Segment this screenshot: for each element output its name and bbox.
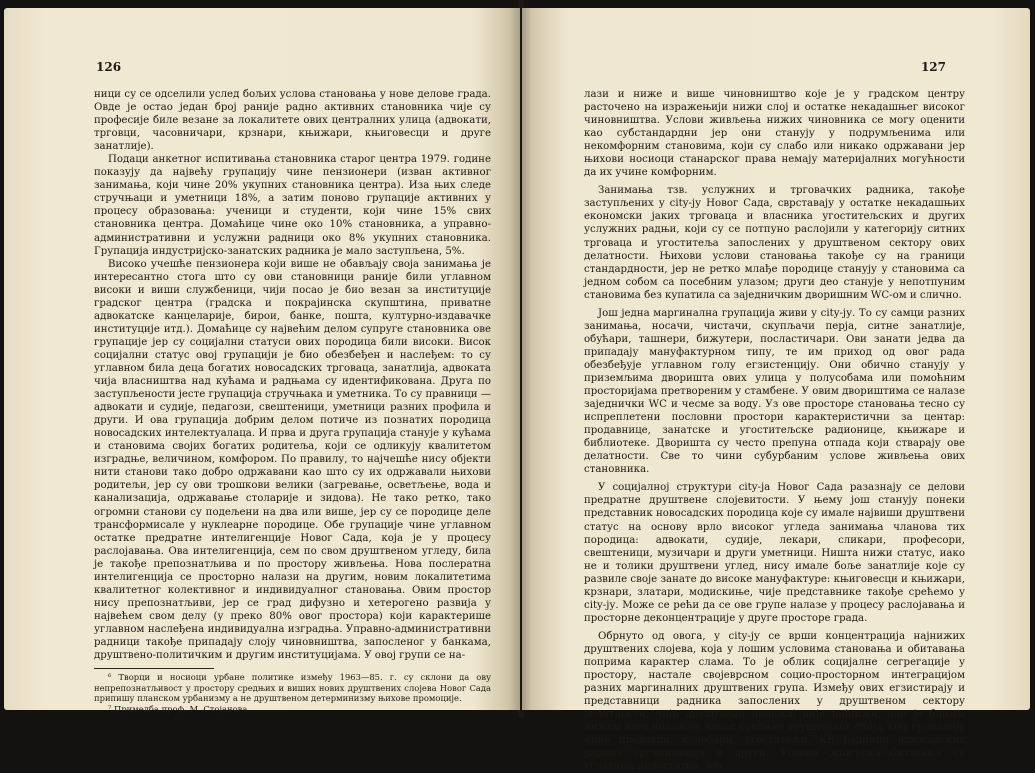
paragraph: У социјалној структури city-ја Новог Сада разазнају се делови предратне друштвене слојевитости. У њему још станују понеки представник новосадских породица које су имале највиши друштвени статус на основу врло високог угледа занимања чланова тих породица: адвокати, судије, лекари, сликари, професори, свештеници, музичари и други уметници. Ништа нижи статус, иако не и толики друштвени углед, нису имале боље занатлије које су развиле своје занате до високе мануфактуре: књиговесци и књижари, крзнари, златари, модискиње, чије представнике такође срећемо у city-ју. Може се рећи да се ове групе налазе у процесу раслојавања и просторне деконцентрације у друге просторе града. [584,482,965,624]
paragraph: Још једна маргинална групација живи у city-ју. То су самци разних занимања, носачи, чистачи, скупљачи перја, ситне занатлије, обућари, ташнери, бижутери, посластичари. Ови занати једва да припадају мануфактурном типу, те им приход од овог рада обезбеђује углавном голу егзистенцију. Они обично станују у приземљима дворишта ових улица у полусобама или помоћним просторијама претвореним у стамбене. У овим двориштима се налазе заједнички WC и чесме за воду. Уз ове просторе становања тесно су испреплетени пословни простори карактеристични за центар: продавнице, занатске и угоститељске радионице, књижаре и библиотеке. Дворишта су често препуна отпада који стварају ове делатности. Све то чини субурбаним услове живљења ових становника. [584,307,965,476]
paragraph: ници су се одселили услед бољих услова становања у нове делове града. Овде је остао један број раније радно активних становника чије су професије биле везане за локалитете ових централних улица (адвокати, трговци, часовничари, крзнари, књижари, књиговесци и друге занатлије). [94,89,491,153]
paragraph: лази и ниже и више чиновништво које је у градском центру расточено на изражењији нижи слој и остатке некадашњег високог чиновништва. Услови живљења нижих чиновника се могу оценити као субстандардни јер они станују у подрумљенима или некомфорним становима, који су слабо или никако одржавани јер њихови носиоци станарског права немају материјалних могућности да их учине комфорним. [584,89,965,179]
paragraph: Обрнуто од овога, у city-ју се врши концентрација најнижих друштвених слојева, која у лошим условима становања и обитавања поприма карактер слама. То је облик социјалне сегрегације у простору, настале својеврсном социо-просторном интеграцијом разних маргиналних друштвених група. Између ових егзистирају и представници радника запослених у друштвеном сектору делатности, чији друштвени положај није најнижи, али је ближи нижем него положају неког средњег друштвеног слоја. Ову групацију чине продавци, конобари, угоститељи, КВ радници новосадских радних организација и други. Услови живљења-обитавања су углавном недостатни, јер [584,630,965,773]
paragraph: Занимања тзв. услужних и трговачких радника, такође заступљених у city-ју Новог Сада, сврставају у остатке некадашњих економски јаких трговаца и власника угоститељских и других услужних радњи, који су се потпуно раслојили у категорију ситних трговаца и угоститеља запослених у друштвеном сектору ових делатности. Њихови услови становања такође су на граници стандардности, јер не ретко млађе породице станују у становима са једном собом са посебним улазом; други део станује у непотпуним становима без купатила са заједничким дворишним WC-ом и слично. [584,185,965,301]
page-number: 127 [920,60,946,74]
right-page [522,8,1030,773]
right-page-body [584,88,965,773]
footnote-rule [94,668,214,669]
left-page [4,8,520,714]
paragraph: Подаци анкетног испитивања становника старог центра 1979. године показују да највећу групацију чине пензионери (изван активног занимања, који чине 20% укупних становника центра). Иза њих следе стручњаци и уметници 18%, а затим поново групације активних у процесу образовања: ученици и студенти, који чине 15% свих становника центра. Домаћице чине око 10% становника, а управно-административни и услужни радници око 8% укупних становника. Групација индустријско-занатских радника је мало заступљена, 5%. [94,154,491,257]
footnote: ⁷ Примедба проф. М. Стојанова. [108,703,251,714]
left-page-body [94,88,491,714]
page-number: 126 [96,60,122,74]
footnote: ⁶ Творци и носиоци урбане политике између 1963—85. г. су склони да ову непрепознатљивост у простору средњих и виших нових друштвених слојева Новог Сада припишу планском урбанизму а не друштвеном детерминизму њихове промоције. [94,672,491,704]
paragraph: Високо учешће пензионера који више не обављају своја занимања је интересантно стога што су ови становници раније били углавном високи и виши службеници, чији посао је био везан за институције градског центра (градска и покрајинска скупштина, приватне адвокатске канцеларије, бирои, банке, пошта, културно-издавачке институције итд.). Домаћице су највећим делом супруге становника ове групације јер су социјални статуси ових породица били високи. Висок социјални статус овој групацији је био обезбеђен и наслеђем: то су углавном била деца богатих новосадских трговаца, занатлија, адвоката чија власништва над кућама и радњама су идентификована. Друга по заступљености јесте групација стручњака и уметника. То су правници — адвокати и судије, педагози, свештеници, уметници разних профила и други. И ова групација добрим делом потиче из познатих породица новосадских интелектуалаца. И прва и друга групација станује у кућама и становима својих богатих родитеља, који се одликују квалитетом изградње, величином, комфором. По правилу, то најчешће нису објекти нити станови тако добро одржавани као што су их одржавали њихови родитељи, јер су ови трошкови велики (загревање, осветљење, вода и канализација, одржавање столарије и зидова). Не тако ретко, тако огромни станови су подељени на два или више, јер су се породице деле трансформисале у нуклеарне породице. Обе групације чине углавном остатке предратне интелигенције Новог Сада, која је у процесу раслојавања. Ова интелигенција, сем по свом друштвеном угледу, била је такође препознатљива и по простору живљења. Нова послератна интелигенција се просторно налази на другим, новим локалитетима квалитетног колективног и индивидуалног становања. Овим простор нису препознатљиви, јер се град дифузно и хетерогено развија у највећем свом делу (у преко 80% овог простора) који карактерише углавном наслеђена индивидуална изградња. Управно-административни радници такође припадају слоју чиновништва, запосленог у банкама, друштвено-политичким и другим институцијама. У овој групи се на- [94,258,491,662]
